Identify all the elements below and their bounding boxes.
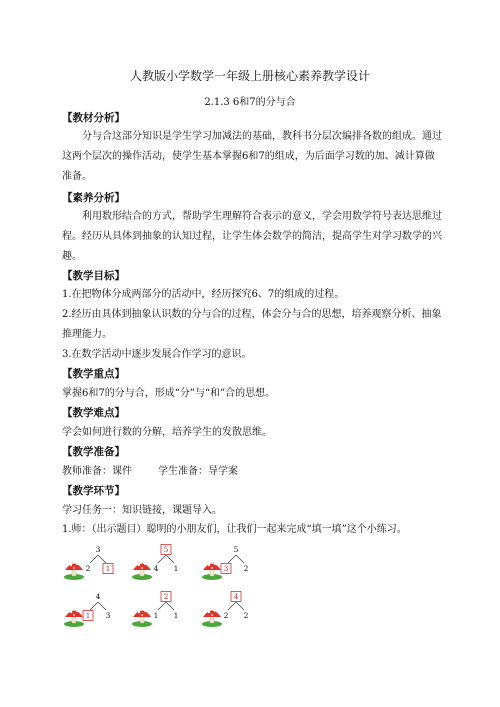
teacher-preparation: 教师准备：课件	[62, 466, 132, 477]
heading-literacy: 【素养分析】	[62, 192, 125, 204]
mushroom-icon	[202, 563, 222, 580]
part-number-right: 2	[243, 611, 249, 620]
heading-goals: 【教学目标】	[62, 270, 125, 282]
mushroom-icon	[202, 610, 222, 627]
number-bond-diagram	[132, 592, 178, 628]
part-number-right: 2	[243, 564, 249, 573]
student-preparation: 学生准备：导学案	[158, 466, 238, 477]
part-number-right: 1	[105, 564, 111, 573]
part-number-left: 3	[223, 564, 229, 573]
part-number-left: 4	[153, 564, 159, 573]
teacher-prompt: 1.师：（出示题目）聪明的小朋友们，让我们一起来完成“填一填”这个小练习。	[62, 524, 407, 535]
mushroom-icon	[132, 563, 152, 580]
mushroom-icon	[64, 563, 84, 580]
learning-task: 学习任务一：知识链接，课题导入。	[62, 505, 222, 516]
whole-number: 4	[233, 592, 239, 601]
page-title: 人教版小学数学一年级上册核心素养教学设计	[129, 69, 370, 83]
whole-number: 5	[233, 545, 239, 554]
heading-process: 【教学环节】	[62, 485, 125, 497]
number-bond-diagram	[202, 545, 249, 580]
part-number-right: 3	[105, 611, 111, 620]
part-number-left: 2	[85, 564, 91, 573]
part-number-right: 1	[173, 564, 179, 573]
heading-preparation: 【教学准备】	[62, 446, 125, 458]
whole-number: 4	[95, 592, 101, 601]
part-number-left: 1	[85, 611, 91, 620]
heading-key-points: 【教学重点】	[62, 368, 125, 380]
goal-item-2: 2.经历由具体到抽象认识数的分与合的过程，体会分与合的思想，培养观察分析、抽象推理能力。	[62, 309, 442, 340]
number-bond-diagram	[64, 545, 113, 580]
paragraph-difficulties: 学会如何进行数的分解，培养学生的发散思维。	[62, 427, 272, 438]
whole-number: 5	[163, 545, 169, 554]
mushroom-icon	[132, 610, 152, 627]
preparation-line	[62, 462, 442, 482]
part-number-right: 1	[173, 611, 179, 620]
whole-number: 2	[163, 592, 169, 601]
heading-analysis: 【教材分析】	[62, 112, 125, 124]
goal-item-1: 1.在把物体分成两部分的活动中，经历探究6、7的组成的过程。	[62, 289, 345, 300]
paragraph-analysis: 分与合这部分知识是学生学习加减法的基础，教科书分层次编排各数的组成。通过这两个层次的操作活动，使学生基本掌握6和7的组成，为后面学习数的加、减计算做准备。	[62, 131, 442, 182]
number-bond-diagram	[132, 545, 178, 581]
number-bond-diagram	[64, 592, 111, 627]
part-number-left: 2	[223, 611, 229, 620]
paragraph-key-points: 掌握6和7的分与合，形成“分”与“和”合的思想。	[62, 388, 276, 399]
goal-item-3: 3.在数学活动中逐步发展合作学习的意识。	[62, 349, 252, 360]
number-bond-diagram	[202, 592, 249, 628]
whole-number: 3	[95, 545, 101, 554]
number-bond-exercise	[60, 538, 280, 638]
heading-difficulties: 【教学难点】	[62, 407, 125, 419]
paragraph-literacy: 利用数形结合的方式，帮助学生理解符合表示的意义，学会用数学符号表达思维过程。经历从具体到抽象的认知过程，让学生体会数学的简洁，提高学生对学习数学的兴趣。	[62, 211, 442, 262]
mushroom-icon	[64, 610, 84, 627]
page-subtitle: 2.1.3 6和7的分与合	[204, 97, 296, 108]
part-number-left: 1	[153, 611, 159, 620]
